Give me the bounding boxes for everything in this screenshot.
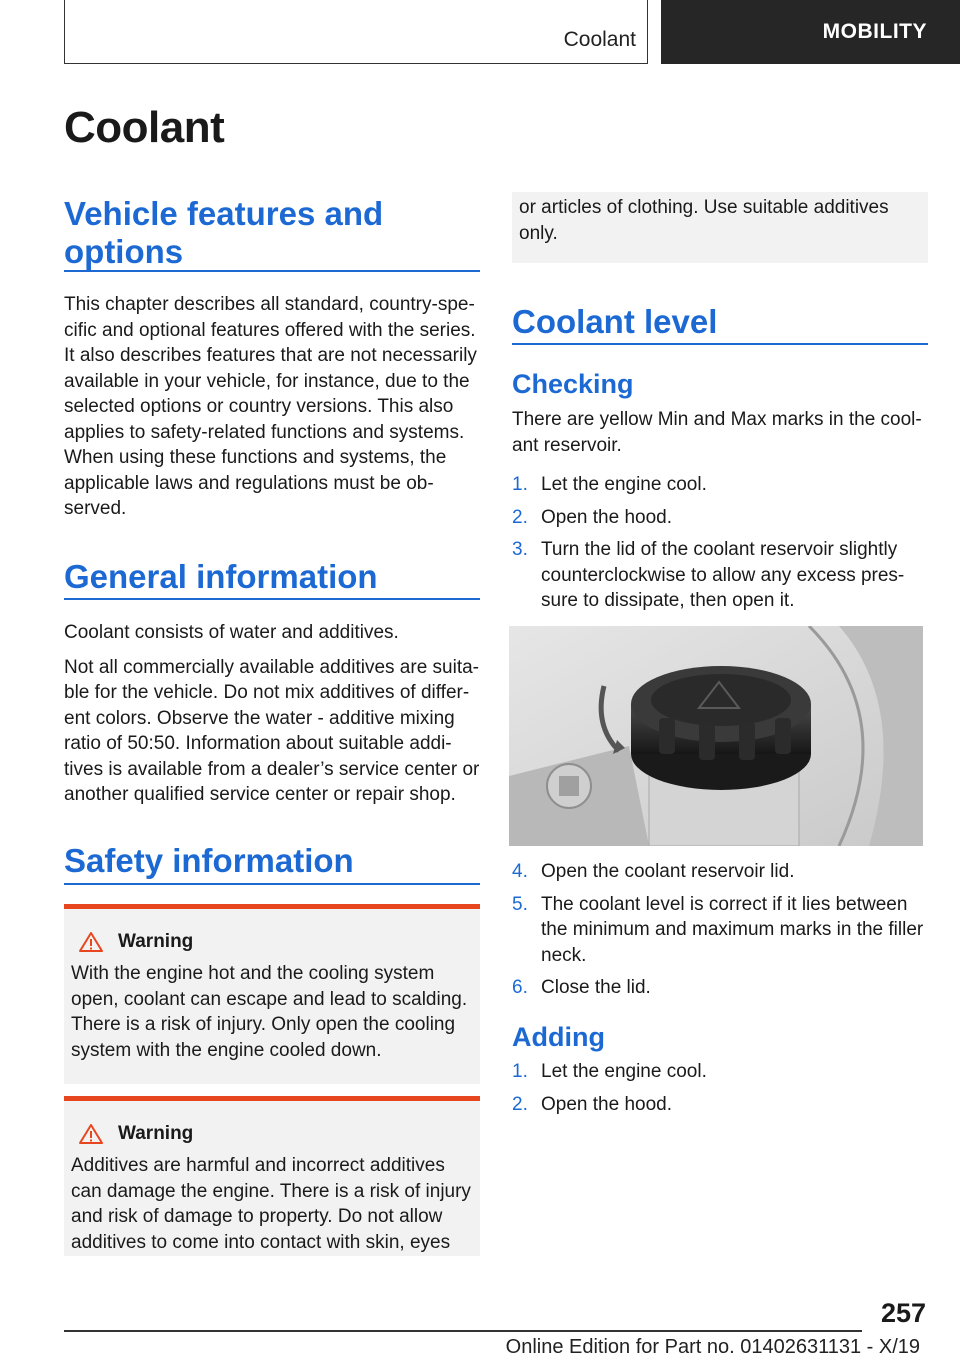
step-text: Close the lid. bbox=[541, 977, 651, 998]
warning-title: Warning bbox=[118, 1123, 194, 1144]
step-number: 6. bbox=[512, 977, 528, 998]
step-number: 4. bbox=[512, 861, 528, 882]
list-item bbox=[512, 892, 928, 969]
heading-coolant-level: Coolant level bbox=[512, 303, 718, 340]
features-text: This chapter describes all standard, country-spe- cific and optional features offered with the series. It also describes features that are not necessarily available in your vehicle, for instance, due to the selected options or country versions. This also applies to safety-related functions and systems. When using these functions and systems, the applicable laws and regulations must be ob- served. bbox=[64, 294, 477, 519]
warning-box-2-continued bbox=[512, 192, 928, 263]
header-frame bbox=[64, 0, 648, 64]
heading-safety-information: Safety information bbox=[64, 842, 354, 879]
warning-triangle-icon bbox=[78, 1123, 104, 1145]
header-section-title: Coolant bbox=[563, 28, 636, 51]
checking-steps-list bbox=[512, 472, 928, 621]
coolant-cap-illustration bbox=[509, 626, 923, 846]
warning-triangle-icon bbox=[78, 931, 104, 953]
step-number: 3. bbox=[512, 539, 528, 560]
step-text: Turn the lid of the coolant reservoir slightly counterclockwise to allow any excess pres- sure to dissipate, then open it. bbox=[541, 539, 905, 611]
heading-vehicle-features: Vehicle features and options bbox=[64, 195, 384, 270]
list-item bbox=[512, 859, 928, 885]
step-number: 1. bbox=[512, 1061, 528, 1082]
step-number: 1. bbox=[512, 474, 528, 495]
footer-edition-text: Online Edition for Part no. 01402631131 - X/19 bbox=[505, 1336, 920, 1358]
warning-box-1 bbox=[64, 904, 480, 1084]
list-item bbox=[512, 1059, 928, 1085]
step-text: Open the coolant reservoir lid. bbox=[541, 861, 795, 882]
step-number: 2. bbox=[512, 506, 528, 528]
footer-rule bbox=[64, 1330, 862, 1332]
general-text-1: Coolant consists of water and additives. bbox=[64, 622, 399, 643]
step-text: The coolant level is correct if it lies between the minimum and maximum marks in the filler neck. bbox=[541, 893, 924, 966]
list-item bbox=[512, 1092, 928, 1118]
section-rule bbox=[64, 883, 480, 885]
warning-header bbox=[78, 931, 472, 953]
heading-checking: Checking bbox=[512, 369, 634, 399]
section-rule bbox=[64, 598, 480, 600]
warning-text: With the engine hot and the cooling system open, coolant can escape and lead to scalding. There is a risk of injury. Only open the cooling system with the engine cooled down. bbox=[71, 963, 468, 1061]
features-paragraph bbox=[64, 292, 480, 531]
warning-text-continued: or articles of clothing. Use suitable additives only. bbox=[519, 197, 889, 244]
section-rule bbox=[64, 270, 480, 272]
list-item bbox=[512, 537, 928, 614]
list-item bbox=[512, 975, 928, 1001]
list-item bbox=[512, 505, 928, 531]
adding-steps-list bbox=[512, 1059, 928, 1124]
list-item bbox=[512, 472, 928, 498]
warning-text: Additives are harmful and incorrect additives can damage the engine. There is a risk of injury and risk of damage to property. Do not allow additives to come into contact with skin, eyes bbox=[71, 1155, 471, 1253]
warning-title: Warning bbox=[118, 931, 194, 952]
step-text: Let the engine cool. bbox=[541, 474, 707, 495]
page-title: Coolant bbox=[64, 103, 225, 152]
header-chapter-label: MOBILITY bbox=[822, 20, 927, 43]
heading-adding: Adding bbox=[512, 1022, 605, 1052]
step-text: Open the hood. bbox=[541, 1093, 672, 1115]
general-paragraphs bbox=[64, 620, 480, 817]
general-text-2: Not all commercially available additives are suita- ble for the vehicle. Do not mix additives of differ- ent colors. Observe the water - additive mixing ratio of 50:50. Information about suitable addi- tives is available from a dealer’s service center or another qualified service center or repair shop. bbox=[64, 656, 480, 805]
header-chapter-tab bbox=[661, 0, 960, 64]
heading-general-information: General information bbox=[64, 558, 378, 595]
section-rule bbox=[512, 343, 928, 345]
warning-box-2 bbox=[64, 1096, 480, 1256]
step-text: Let the engine cool. bbox=[541, 1061, 707, 1082]
checking-intro: There are yellow Min and Max marks in the cool- ant reservoir. bbox=[512, 409, 922, 456]
step-text: Open the hood. bbox=[541, 506, 672, 528]
step-number: 2. bbox=[512, 1093, 528, 1115]
page-number: 257 bbox=[880, 1298, 926, 1328]
step-number: 5. bbox=[512, 893, 528, 915]
coolant-reservoir-cap-image bbox=[509, 626, 923, 846]
warning-header bbox=[78, 1123, 472, 1145]
checking-steps-list-continued bbox=[512, 859, 928, 1008]
